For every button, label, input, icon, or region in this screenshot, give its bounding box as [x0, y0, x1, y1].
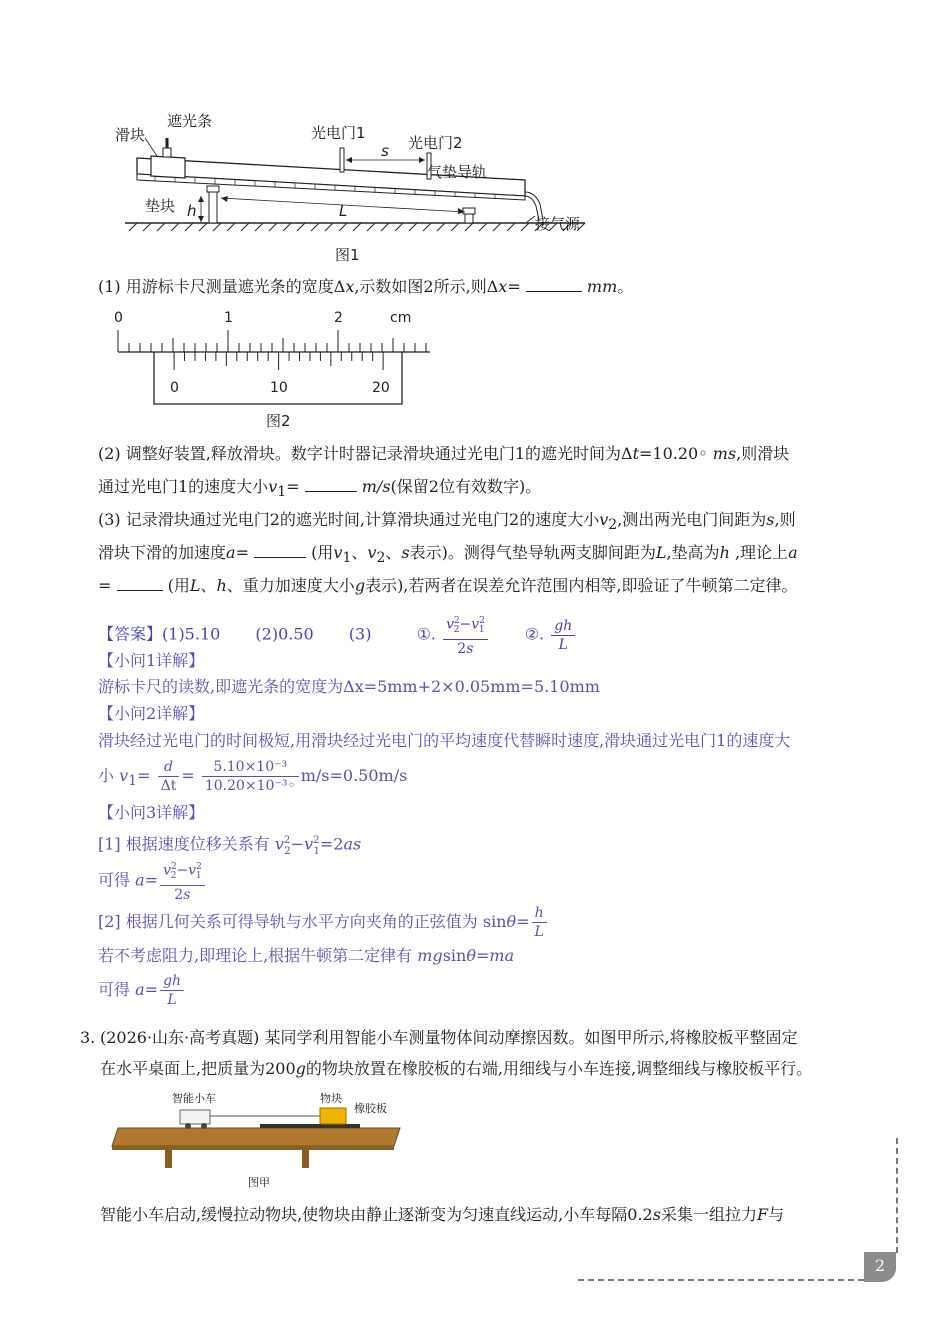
answer-blank — [117, 576, 163, 591]
main-scale-ticks — [118, 330, 426, 352]
fig1-label-s: s — [381, 142, 389, 160]
next-question-line-1: (2026·山东·高考真题) 某同学利用智能小车测量物体间动摩擦因数。如图甲所示,将橡胶板平整固定 — [100, 1028, 798, 1047]
fig2-caption: 图2 — [266, 412, 291, 430]
figure-1-air-track — [115, 108, 595, 268]
detail-3-line-1: [1] 根据速度位移关系有 $v^2_2-v^2_1=2as$ — [98, 834, 362, 857]
fig1-label-h: h — [187, 202, 197, 220]
question-3-line-3: = (用L、h、重力加速度大小g表示),若两者在误差允许范围内相等,即验证了牛顿第二定律。 — [98, 576, 798, 595]
question-3-line-1: (3) 记录滑块通过光电门2的遮光时间,计算滑块通过光电门2的速度大小$v_2$,测出两光电门间距为s,则 — [98, 510, 796, 534]
question-number: 3. — [80, 1028, 96, 1047]
detail-2-text-1: 滑块经过光电门的时间极短,用滑块经过光电门的平均速度代替瞬时速度,滑块通过光电门1的速度大 — [98, 731, 791, 750]
page-number: 2 — [874, 1256, 886, 1275]
page-border-bottom — [578, 1279, 864, 1281]
fig1-label-pad: 垫块 — [145, 197, 176, 215]
detail-1-text: 游标卡尺的读数,即遮光条的宽度为Δx=5mm+2×0.05mm=5.10mm — [98, 677, 600, 696]
next-question-line-3: 智能小车启动,缓慢拉动物块,使物块由静止逐渐变为匀速直线运动,小车每隔0.2s采集一组拉力F与 — [100, 1205, 785, 1224]
page-border-right — [896, 1138, 898, 1253]
fig1-label-slider: 滑块 — [115, 126, 146, 144]
detail-3-tag: 【小问3详解】 — [98, 803, 205, 822]
fig-jia-label-car: 智能小车 — [172, 1092, 216, 1105]
main-unit: cm — [390, 310, 412, 326]
detail-2-text-2: 小 $v_1=$ $\frac{d}{\Delta t}$ = $\frac{\text{5.10×10⁻³}}{\text{10.20×10⁻³◦}}$ m/s=0.50m/s — [98, 759, 408, 794]
figure-jia-smart-car — [110, 1088, 410, 1192]
fig1-label-gate1: 光电门1 — [311, 124, 366, 142]
detail-3-line-4: 若不考虑阻力,即理论上,根据牛顿第二定律有 mgsinθ=ma — [98, 946, 515, 965]
answer-blank — [254, 543, 306, 558]
main-label-2: 2 — [334, 310, 343, 326]
fig1-label-rail: 气垫导轨 — [427, 163, 488, 181]
fig1-label-strip: 遮光条 — [167, 112, 213, 130]
answer-line: 【答案】(1)5.10 (2)0.50 (3) ①. $\frac{v^2_2-v^2_1}{2s}$ ②. $\frac{gh}{L}$ — [98, 612, 577, 658]
figure-2-vernier-caliper — [110, 306, 440, 432]
detail-1-tag: 【小问1详解】 — [98, 651, 205, 670]
question-3-line-2: 滑块下滑的加速度a= (用$v_1$、$v_2$、s表示)。测得气垫导轨两支脚间距为L,垫高为h ,理论上a — [98, 543, 798, 567]
vernier-scale-ticks — [174, 352, 383, 370]
fig1-label-gate2: 光电门2 — [408, 134, 463, 152]
fig1-label-air: 接气源 — [535, 215, 581, 233]
fig-jia-label-board: 橡胶板 — [354, 1102, 387, 1115]
question-2-line-2: 通过光电门1的速度大小$v_1= m/s$(保留2位有效数字)。 — [98, 477, 542, 501]
main-label-0: 0 — [114, 310, 123, 326]
main-label-1: 1 — [224, 310, 233, 326]
fig1-label-L: L — [339, 202, 348, 220]
question-1: (1) 用游标卡尺测量遮光条的宽度Δx,示数如图2所示,则Δx= mm。 — [98, 277, 634, 296]
fig1-caption: 图1 — [335, 246, 360, 264]
vernier-label-10: 10 — [270, 380, 288, 396]
detail-3-line-3: [2] 根据几何关系可得导轨与水平方向夹角的正弦值为 sinθ= $\frac{h}{L}$ — [98, 904, 549, 941]
vernier-label-20: 20 — [372, 380, 390, 396]
detail-3-line-5: 可得 a= $\frac{gh}{L}$ — [98, 972, 186, 1009]
answer-blank — [305, 477, 357, 492]
answer-blank — [526, 277, 582, 292]
vernier-label-0: 0 — [170, 380, 179, 396]
fig-jia-caption: 图甲 — [248, 1176, 270, 1189]
detail-2-tag: 【小问2详解】 — [98, 704, 205, 723]
detail-3-line-2: 可得 a= $\frac{v^2_2-v^2_1}{2s}$ — [98, 858, 207, 904]
question-2-line-1: (2) 调整好装置,释放滑块。数字计时器记录滑块通过光电门1的遮光时间为Δt=10.20◦ ms,则滑块 — [98, 444, 790, 463]
fig-jia-label-block: 物块 — [320, 1092, 342, 1105]
next-question-line-2: 在水平桌面上,把质量为200g的物块放置在橡胶板的右端,用细线与小车连接,调整细线与橡胶板平行。 — [100, 1059, 813, 1078]
